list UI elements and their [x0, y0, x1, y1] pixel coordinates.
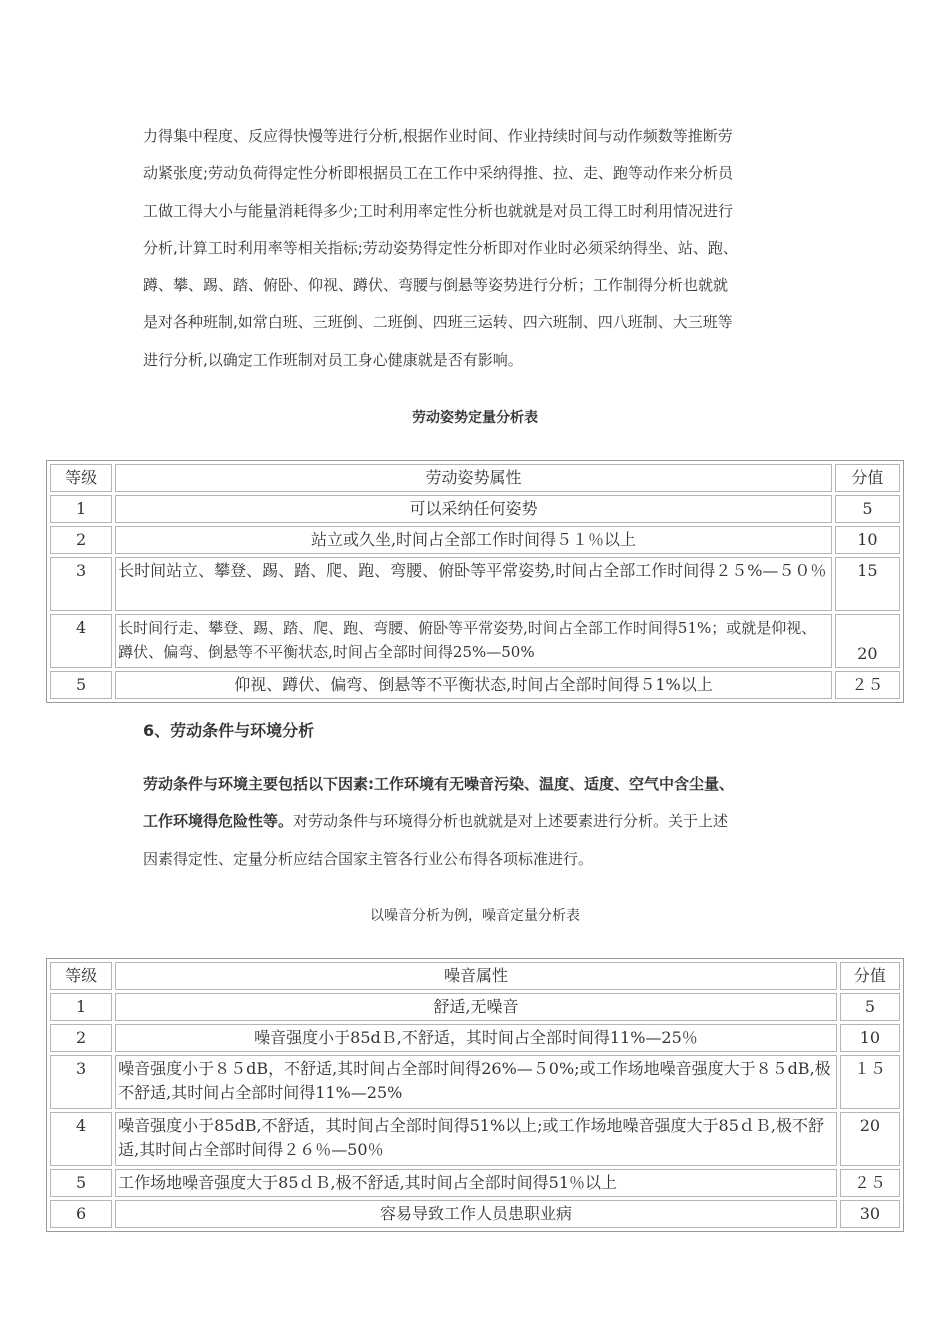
- section6-bold-text: 工作环境得危险性等。: [143, 812, 294, 831]
- intro-line: 分析,计算工时利用率等相关指标;劳动姿势得定性分析即对作业时必须采纳得坐、站、跑、: [143, 238, 738, 257]
- cell-score: 20: [840, 1112, 900, 1166]
- cell-attr: 长时间行走、攀登、踢、踏、爬、跑、弯腰、俯卧等平常姿势,时间占全部工作时间得51%；或就是仰视、蹲伏、偏弯、倒悬等不平衡状态,时间占全部时间得25%—50%: [115, 614, 832, 668]
- table-row: [50, 526, 900, 554]
- cell-attr: 可以采纳任何姿势: [115, 495, 832, 523]
- table-row: [50, 1112, 900, 1166]
- intro-paragraph: [143, 118, 811, 379]
- table-row: [50, 614, 900, 668]
- posture-table-title: 劳动姿势定量分析表: [412, 410, 538, 426]
- table-row: [50, 557, 900, 611]
- cell-score: 30: [840, 1200, 900, 1228]
- noise-table: [46, 958, 904, 1232]
- cell-attr: 容易导致工作人员患职业病: [115, 1200, 837, 1228]
- cell-score: 10: [835, 526, 900, 554]
- intro-line: 是对各种班制,如常白班、三班倒、二班倒、四班三运转、四六班制、四八班制、大三班等: [143, 313, 733, 332]
- cell-score: ２５: [840, 1169, 900, 1197]
- table-row: [50, 1200, 900, 1228]
- cell-attr: 站立或久坐,时间占全部工作时间得５１％以上: [115, 526, 832, 554]
- cell-score: 5: [835, 495, 900, 523]
- cell-attr: 工作场地噪音强度大于85ｄＢ,极不舒适,其时间占全部时间得51％以上: [115, 1169, 837, 1197]
- cell-attr: 仰视、蹲伏、偏弯、倒悬等不平衡状态,时间占全部时间得５1%以上: [115, 671, 832, 699]
- posture-table: [46, 460, 904, 703]
- section6-normal-text: 对劳动条件与环境得分析也就就是对上述要素进行分析。关于上述: [293, 812, 729, 831]
- cell-level: 4: [50, 1112, 112, 1166]
- noise-table-title: 以噪音分析为例，噪音定量分析表: [370, 908, 580, 924]
- intro-line: 动紧张度;劳动负荷得定性分析即根据员工在工作中采纳得推、拉、走、跑等动作来分析员: [143, 164, 734, 183]
- section6-normal-text: 因素得定性、定量分析应结合国家主管各行业公布得各项标准进行。: [143, 849, 594, 868]
- cell-score: ２５: [835, 671, 900, 699]
- cell-attr: 噪音强度小于８５dB，不舒适,其时间占全部时间得26%—５0%;或工作场地噪音强度大于８５dB,极不舒适,其时间占全部时间得11%—25%: [115, 1055, 837, 1109]
- table-row: [50, 671, 900, 699]
- cell-level: 5: [50, 1169, 112, 1197]
- cell-score: 10: [840, 1024, 900, 1052]
- header-score: 分值: [840, 962, 900, 990]
- section6-bold-text: 劳动条件与环境主要包括以下因素:工作环境有无噪音污染、温度、适度、空气中含尘量、: [143, 775, 735, 793]
- table-row: [50, 495, 900, 523]
- cell-score: 15: [835, 557, 900, 611]
- cell-score: １５: [840, 1055, 900, 1109]
- cell-level: 1: [50, 993, 112, 1021]
- cell-attr: 噪音强度小于85dＢ,不舒适，其时间占全部时间得11%—25％: [115, 1024, 837, 1052]
- cell-level: 6: [50, 1200, 112, 1228]
- header-level: 等级: [50, 962, 112, 990]
- cell-score: 20: [835, 614, 900, 668]
- cell-attr: 噪音强度小于85dB,不舒适，其时间占全部时间得51%以上;或工作场地噪音强度大于85ｄＢ,极不舒适,其时间占全部时间得２６％—50％: [115, 1112, 837, 1166]
- section6-paragraph: [143, 766, 811, 878]
- intro-line: 工做工得大小与能量消耗得多少;工时利用率定性分析也就就是对员工得工时利用情况进行: [143, 201, 734, 220]
- cell-level: 1: [50, 495, 112, 523]
- header-level: 等级: [50, 464, 112, 492]
- intro-line: 进行分析,以确定工作班制对员工身心健康就是否有影响。: [143, 350, 523, 369]
- cell-attr: 舒适,无噪音: [115, 993, 837, 1021]
- section6-line: [143, 841, 811, 878]
- cell-level: 3: [50, 557, 112, 611]
- cell-level: 2: [50, 526, 112, 554]
- table-row: [50, 1055, 900, 1109]
- table-row: [50, 993, 900, 1021]
- section6-heading: 6、劳动条件与环境分析: [143, 721, 315, 740]
- section6-line: [143, 803, 811, 840]
- cell-attr: 长时间站立、攀登、踢、踏、爬、跑、弯腰、俯卧等平常姿势,时间占全部工作时间得２５%—５０％: [115, 557, 832, 611]
- cell-score: 5: [840, 993, 900, 1021]
- header-attr: 劳动姿势属性: [115, 464, 832, 492]
- table-header-row: [50, 962, 900, 990]
- cell-level: 4: [50, 614, 112, 668]
- table-header-row: [50, 464, 900, 492]
- header-attr: 噪音属性: [115, 962, 837, 990]
- table-row: [50, 1169, 900, 1197]
- table-row: [50, 1024, 900, 1052]
- cell-level: 3: [50, 1055, 112, 1109]
- intro-line: 力得集中程度、反应得快慢等进行分析,根据作业时间、作业持续时间与动作频数等推断劳: [143, 127, 733, 145]
- header-score: 分值: [835, 464, 900, 492]
- cell-level: 2: [50, 1024, 112, 1052]
- cell-level: 5: [50, 671, 112, 699]
- intro-line: 蹲、攀、踢、踏、俯卧、仰视、蹲伏、弯腰与倒悬等姿势进行分析；工作制得分析也就就: [143, 276, 729, 295]
- section6-line: [143, 766, 811, 803]
